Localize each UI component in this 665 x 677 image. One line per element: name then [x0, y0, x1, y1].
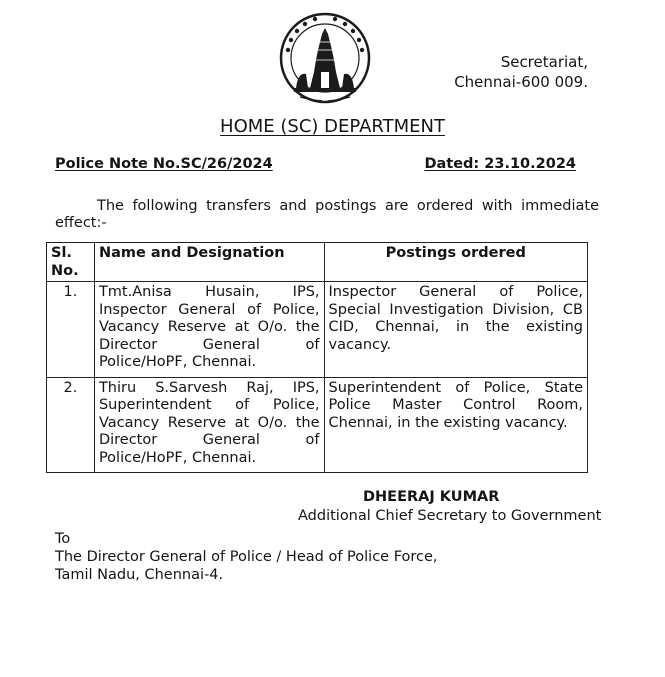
- department-title-text: HOME (SC) DEPARTMENT: [220, 116, 445, 137]
- signatory-title: Additional Chief Secretary to Government: [298, 508, 602, 524]
- row-posting: Inspector General of Police, Special Investigation Division, CB CID, Chennai, in the existing vacancy.: [324, 282, 587, 378]
- table-header-row: [47, 243, 588, 282]
- department-title: [0, 116, 665, 137]
- intro-paragraph: The following transfers and postings are ordered with immediate effect:-: [55, 198, 599, 231]
- police-note-number: Police Note No.SC/26/2024: [55, 156, 273, 172]
- row-name-designation: Thiru S.Sarvesh Raj, IPS, Superintendent of Police, Vacancy Reserve at O/o. the Director General of Police/HoPF, Chennai.: [94, 377, 324, 473]
- header-postings-ordered: Postings ordered: [324, 243, 587, 282]
- row-sl-no: 2.: [47, 377, 95, 473]
- header-sl-no: Sl. No.: [47, 243, 95, 282]
- note-date: Dated: 23.10.2024: [424, 156, 576, 172]
- address-line-2: Chennai-600 009.: [454, 73, 588, 91]
- recipient-block: [55, 530, 438, 584]
- recipient-line-1: The Director General of Police / Head of Police Force,: [55, 549, 438, 565]
- row-posting: Superintendent of Police, State Police Master Control Room, Chennai, in the existing vacancy.: [324, 377, 587, 473]
- header-name-designation: Name and Designation: [94, 243, 324, 282]
- to-label: To: [55, 531, 71, 547]
- row-name-designation: Tmt.Anisa Husain, IPS, Inspector General of Police, Vacancy Reserve at O/o. the Director General of Police/HoPF, Chennai.: [94, 282, 324, 378]
- table-row: [47, 377, 588, 473]
- tamil-nadu-state-emblem-icon: [272, 10, 378, 110]
- signatory-name: DHEERAJ KUMAR: [363, 489, 500, 505]
- secretariat-address: [430, 52, 588, 92]
- postings-table: [46, 242, 588, 473]
- recipient-line-2: Tamil Nadu, Chennai-4.: [55, 567, 224, 583]
- address-line-1: Secretariat,: [500, 53, 588, 71]
- row-sl-no: 1.: [47, 282, 95, 378]
- table-row: [47, 282, 588, 378]
